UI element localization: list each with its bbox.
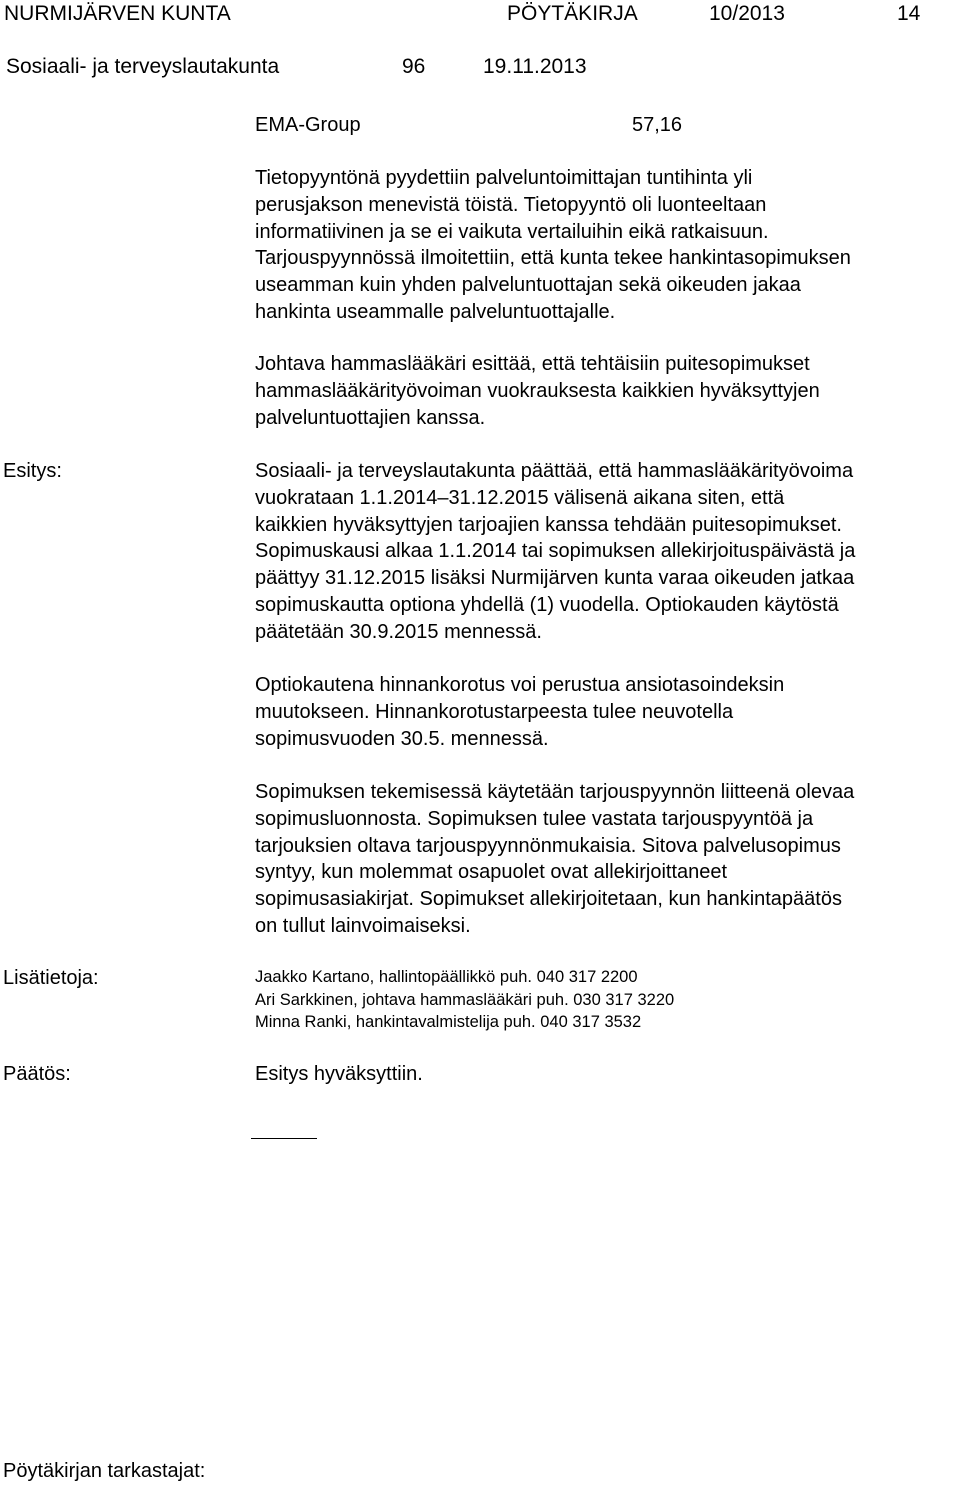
text-line: perusjakson menevistä töistä. Tietopyyntö oli luonteeltaan	[255, 193, 767, 216]
label-tarkastajat: Pöytäkirjan tarkastajat:	[3, 1460, 206, 1482]
label-paatos: Päätös:	[3, 1063, 71, 1085]
label-esitys: Esitys:	[3, 460, 62, 482]
text-line: Tarjouspyynnössä ilmoitettiin, että kunta tekee hankintasopimuksen	[255, 247, 851, 270]
paragraph-chief-dentist	[255, 351, 955, 431]
contact-line: Minna Ranki, hankintavalmistelija puh. 040 317 3532	[255, 1013, 642, 1031]
text-line: hammaslääkärityövoiman vuokrauksesta kaikkien hyväksyttyjen	[255, 379, 820, 402]
text-line: Johtava hammaslääkäri esittää, että tehtäisiin puitesopimukset	[255, 353, 810, 375]
text-line: sopimusvuoden 30.5. mennessä.	[255, 727, 549, 750]
paragraph-option-price	[255, 672, 955, 752]
divider-line	[251, 1138, 317, 1139]
document-number: 10/2013	[709, 2, 785, 25]
contact-line: Ari Sarkkinen, johtava hammaslääkäri puh. 030 317 3220	[255, 990, 675, 1009]
text-line: vuokrataan 1.1.2014–31.12.2015 välisenä aikana siten, että	[255, 486, 785, 509]
text-line: muutokseen. Hinnankorotustarpeesta tulee neuvotella	[255, 700, 734, 723]
municipality-name: NURMIJÄRVEN KUNTA	[4, 2, 231, 25]
section-number: 96	[402, 55, 426, 78]
text-line: Sosiaali- ja terveyslautakunta päättää, että hammaslääkärityövoima	[255, 460, 854, 482]
text-line: kaikkien hyväksyttyjen tarjoajien kanssa tehdään puitesopimukset.	[255, 513, 842, 536]
text-line: hankinta useammalle palveluntuottajalle.	[255, 300, 616, 323]
decision-text: Esitys hyväksyttiin.	[255, 1063, 423, 1085]
text-line: tarjouksien oltava tarjouspyynnönmukaisia. Sitova palvelusopimus	[255, 834, 841, 857]
paragraph-information-request	[255, 165, 955, 326]
label-lisatietoja: Lisätietoja:	[3, 967, 99, 989]
text-line: useamman kuin yhden palveluntuottajan sekä oikeuden jakaa	[255, 274, 801, 297]
text-line: sopimusasiakirjat. Sopimukset allekirjoitetaan, kun hankintapäätös	[255, 888, 842, 911]
text-line: Tietopyyntönä pyydettiin palveluntoimittajan tuntihinta yli	[255, 167, 753, 189]
text-line: Sopimuksen tekemisessä käytetään tarjouspyynnön liitteenä olevaa	[255, 781, 855, 803]
document-type: PÖYTÄKIRJA	[507, 2, 638, 25]
contact-list	[255, 966, 674, 1034]
paragraph-proposal	[255, 458, 955, 646]
meeting-date: 19.11.2013	[483, 55, 587, 78]
text-line: Sopimuskausi alkaa 1.1.2014 tai sopimuksen allekirjoituspäivästä ja	[255, 540, 856, 563]
text-line: palveluntuottajien kanssa.	[255, 406, 486, 429]
tender-company: EMA-Group	[255, 114, 361, 136]
contact-line: Jaakko Kartano, hallintopäällikkö puh. 040 317 2200	[255, 968, 638, 986]
page-number: 14	[897, 2, 921, 25]
text-line: päättyy 31.12.2015 lisäksi Nurmijärven kunta varaa oikeuden jatkaa	[255, 567, 855, 590]
text-line: sopimusluonnosta. Sopimuksen tulee vastata tarjouspyyntöä ja	[255, 807, 814, 830]
board-name: Sosiaali- ja terveyslautakunta	[6, 55, 280, 78]
text-line: on tullut lainvoimaiseksi.	[255, 914, 471, 937]
text-line: syntyy, kun molemmat osapuolet ovat allekirjoittaneet	[255, 861, 728, 884]
text-line: sopimuskautta optiona yhdellä (1) vuodella. Optiokauden käytöstä	[255, 593, 839, 616]
text-line: informatiivinen ja se ei vaikuta vertailuihin eikä ratkaisuun.	[255, 220, 769, 243]
tender-score: 57,16	[632, 114, 683, 136]
paragraph-contract	[255, 779, 955, 940]
text-line: Optiokautena hinnankorotus voi perustua ansiotasoindeksin	[255, 674, 785, 696]
text-line: päätetään 30.9.2015 mennessä.	[255, 620, 542, 643]
